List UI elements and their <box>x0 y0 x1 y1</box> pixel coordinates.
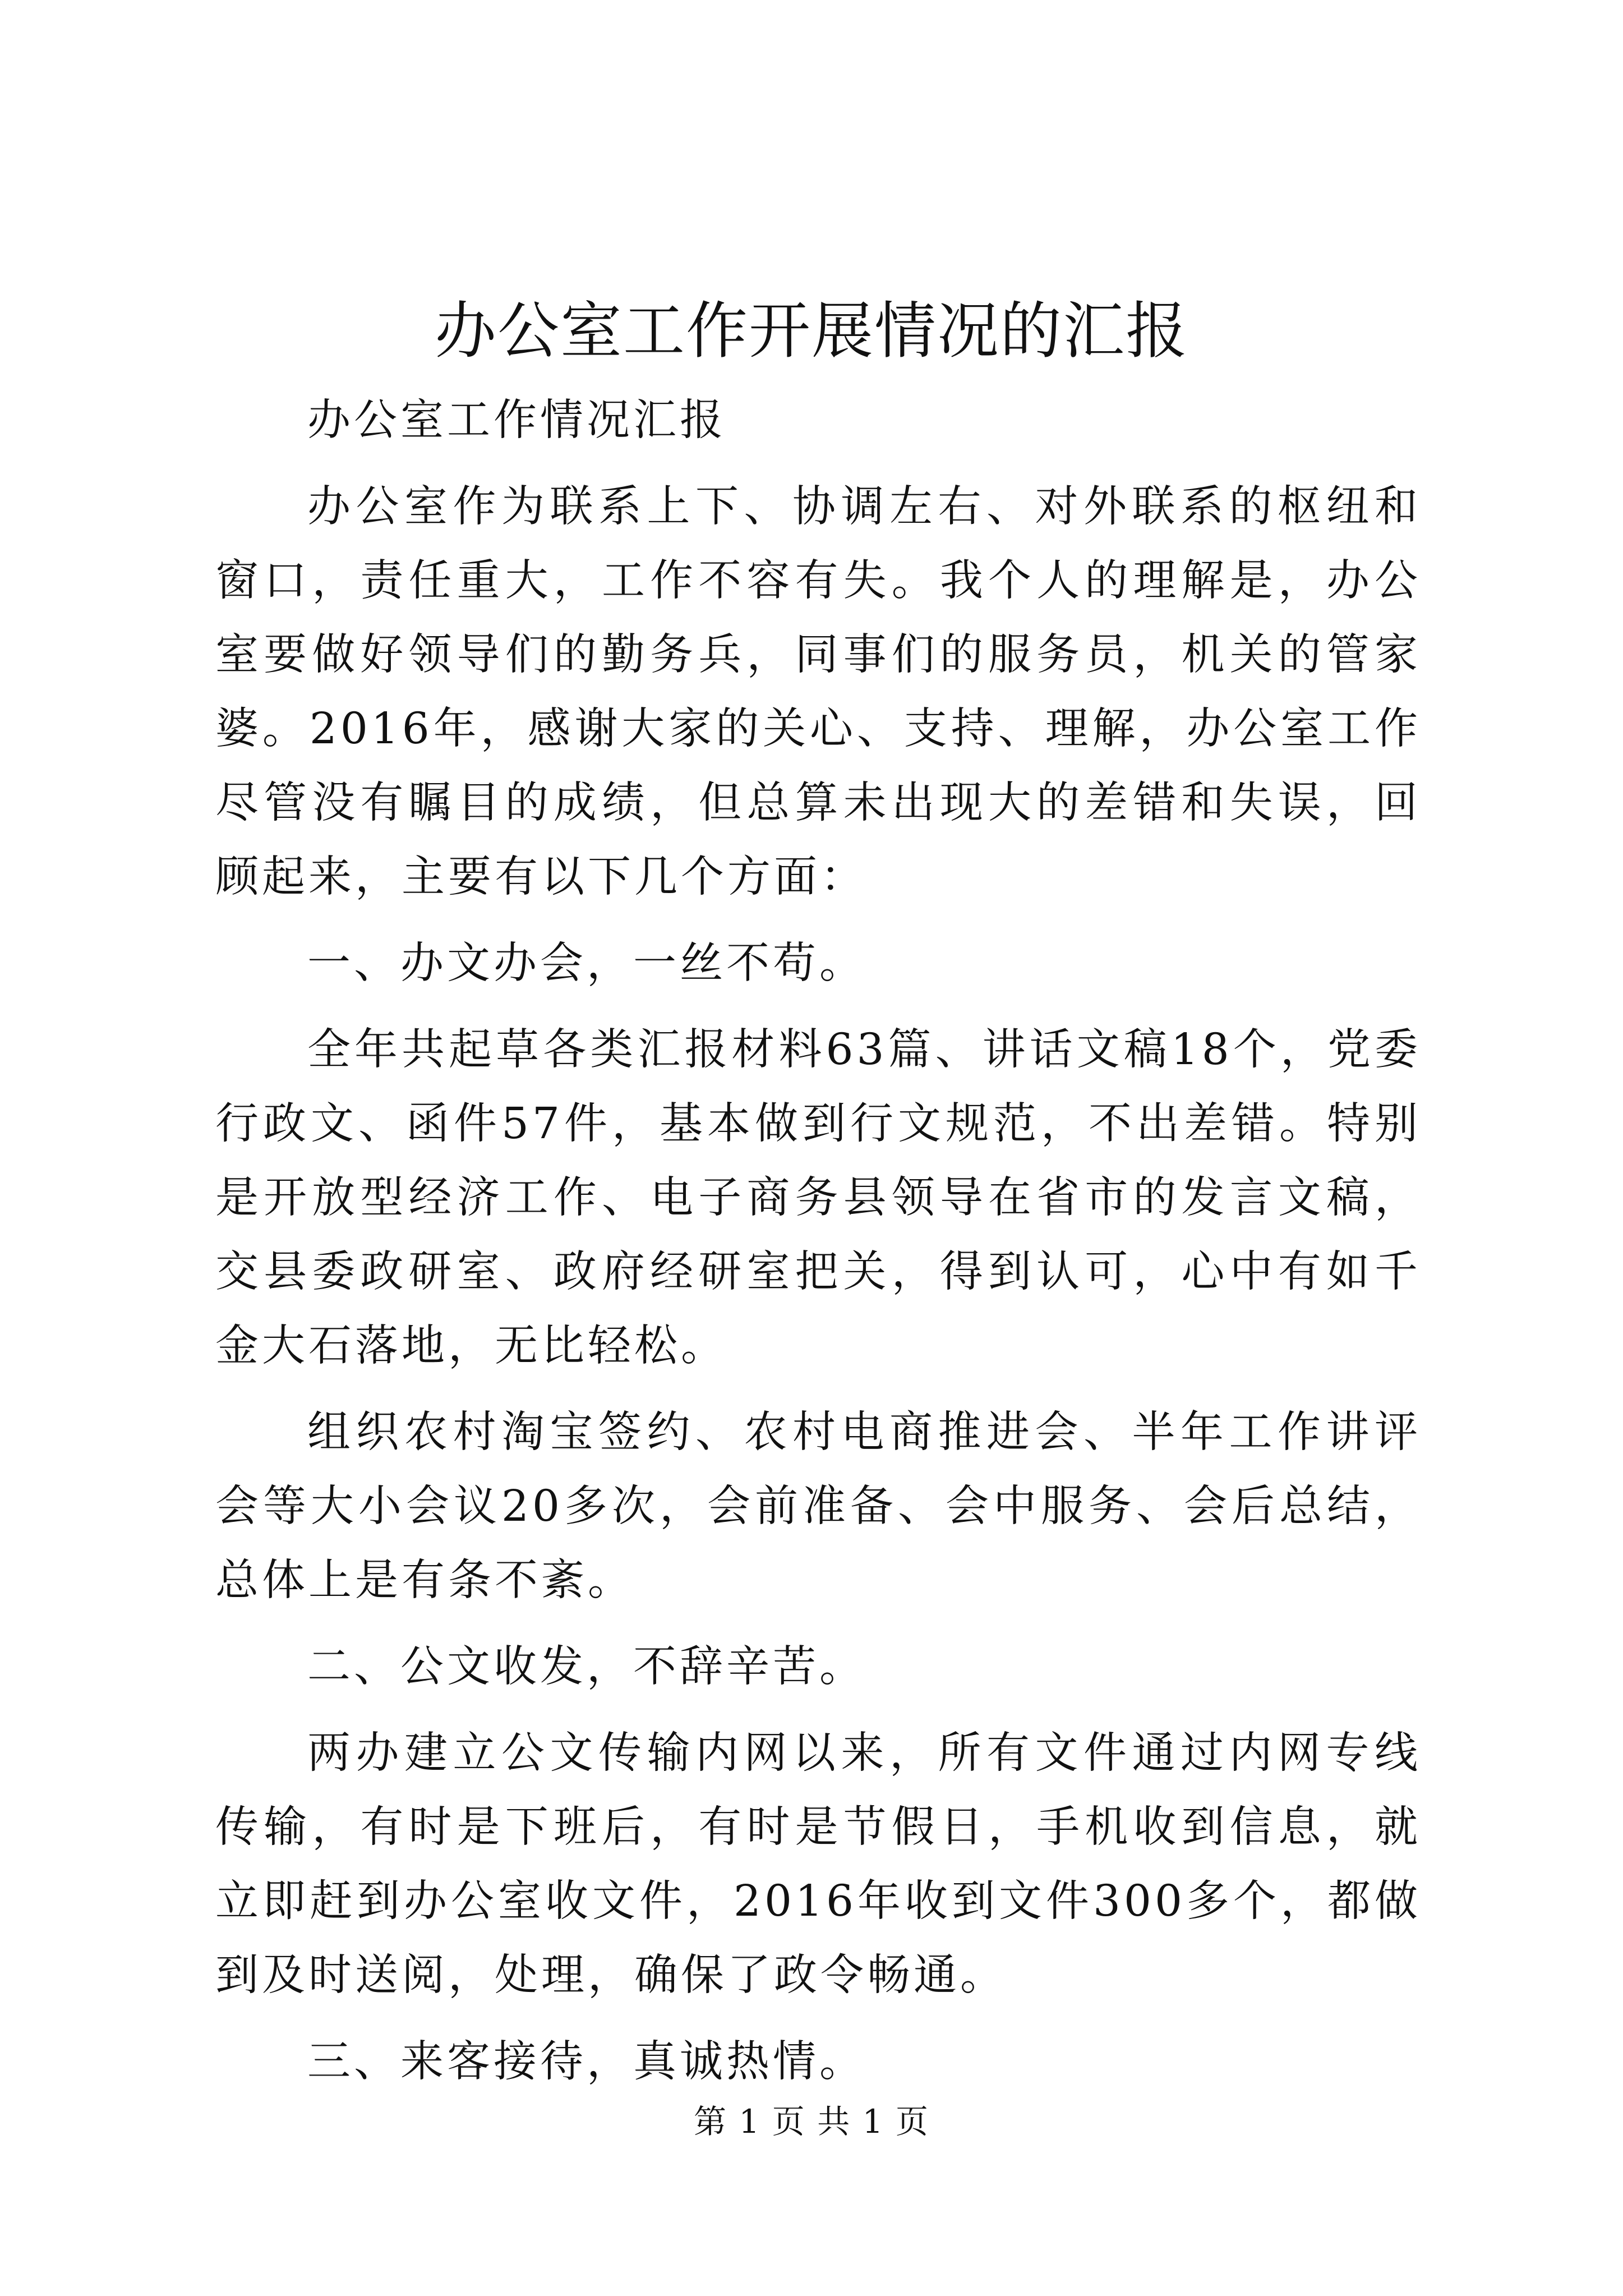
document-body <box>215 384 1421 2111</box>
section-heading-1: 一、办文办会，一丝不苟。 <box>307 938 866 988</box>
paragraph: 全年共起草各类汇报材料63篇、讲话文稿18个，党委行政文、函件57件，基本做到行文规范，不出差错。特别是开放型经济工作、电子商务县领导在省市的发言文稿，交县委政研室、政府经研室把关，得到认可，心中有如千金大石落地，无比轻松。 <box>215 1025 1421 1371</box>
page-footer: 第 1 页 共 1 页 <box>694 2102 929 2141</box>
paragraph: 组织农村淘宝签约、农村电商推进会、半年工作讲评会等大小会议20多次，会前准备、会中服务、会后总结，总体上是有条不紊。 <box>215 1407 1421 1605</box>
section-heading-3: 三、来客接待，真诚热情。 <box>307 2037 866 2087</box>
document-title: 办公室工作开展情况的汇报 <box>435 295 1188 367</box>
paragraph-subtitle: 办公室工作情况汇报 <box>307 395 726 445</box>
paragraph-intro: 办公室作为联系上下、协调左右、对外联系的枢纽和窗口，责任重大，工作不容有失。我个人的理解是，办公室要做好领导们的勤务兵，同事们的服务员，机关的管家婆。2016年，感谢大家的关心、支持、理解，办公室工作尽管没有瞩目的成绩，但总算未出现大的差错和失误，回顾起来，主要有以下几个方面： <box>215 482 1421 902</box>
paragraph: 两办建立公文传输内网以来，所有文件通过内网专线传输，有时是下班后，有时是节假日，手机收到信息，就立即赶到办公室收文件，2016年收到文件300多个，都做到及时送阅，处理，确保了政令畅通。 <box>215 1728 1421 2000</box>
section-heading-2: 二、公文收发，不辞辛苦。 <box>307 1642 866 1692</box>
